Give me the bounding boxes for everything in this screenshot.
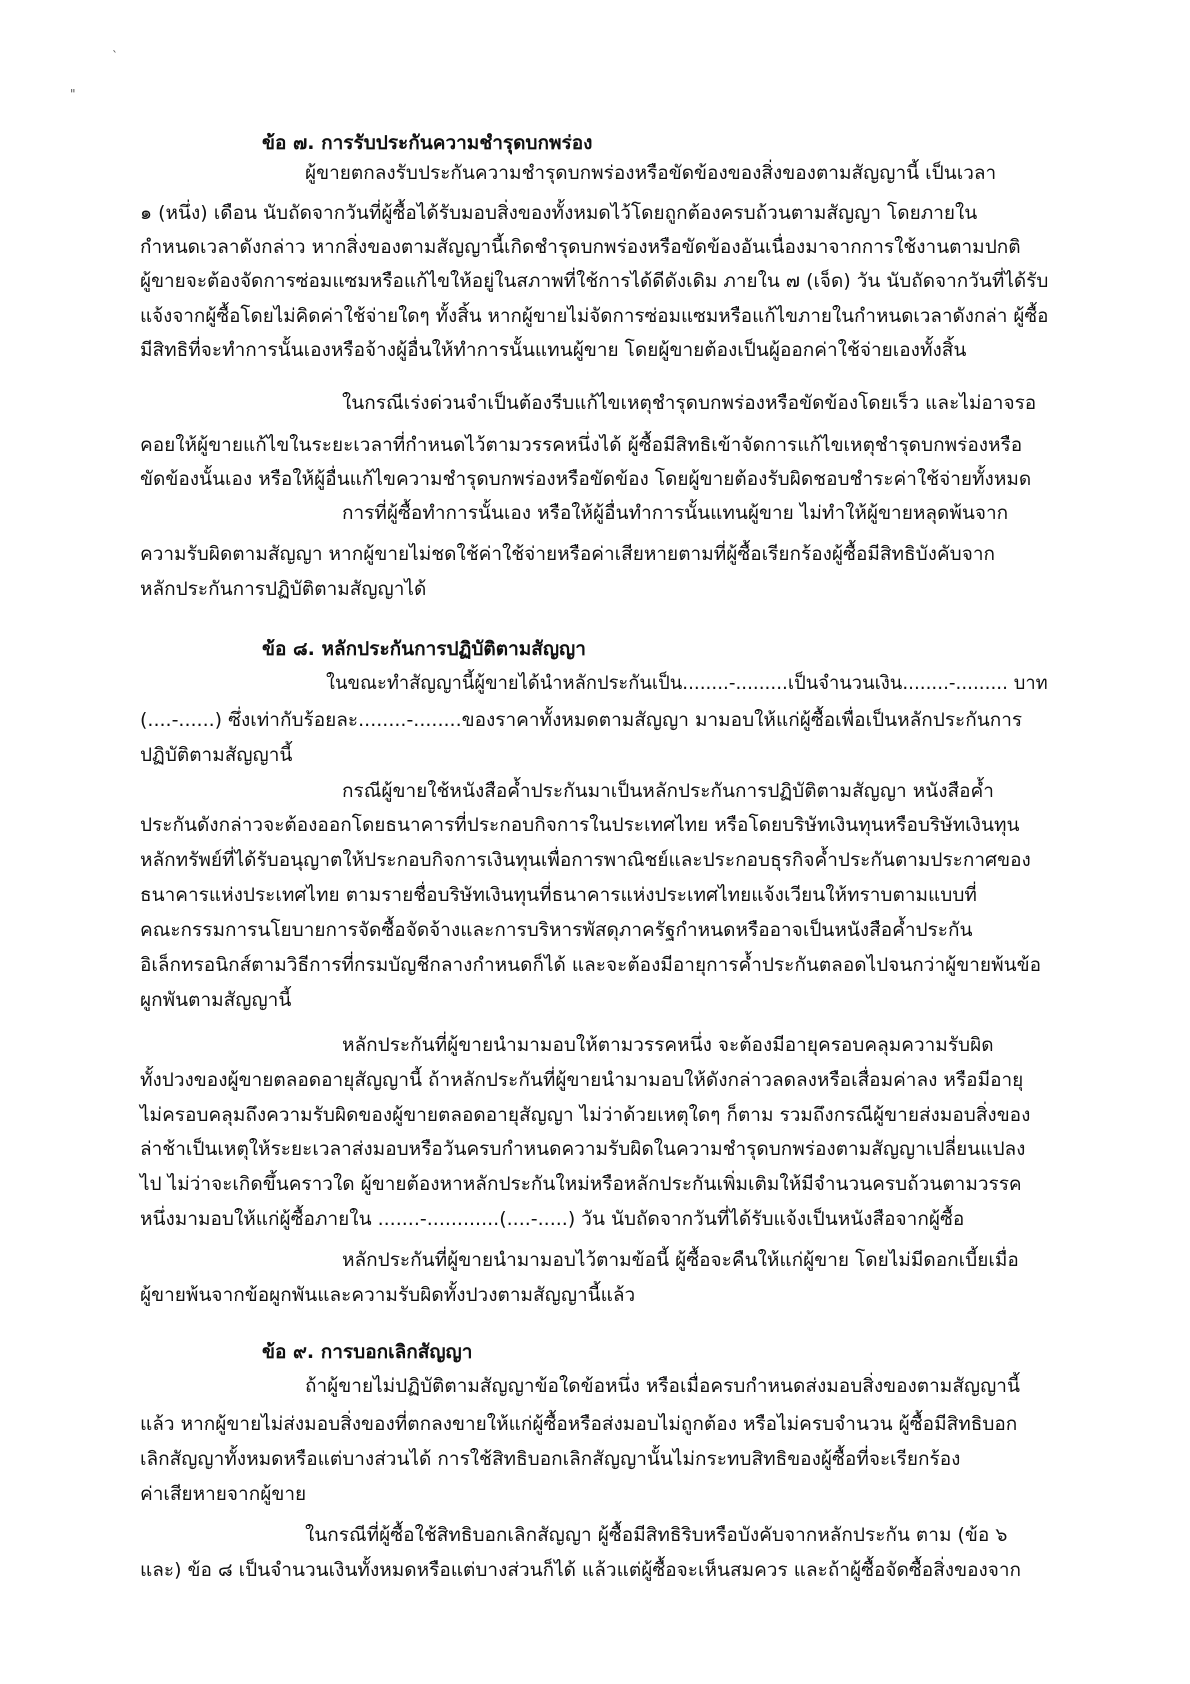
paragraph-line: เลิกสัญญาทั้งหมดหรือแต่บางส่วนได้ การใช้สิทธิบอกเลิกสัญญานั้นไม่กระทบสิทธิของผู้ซื้อที่จะเรียกร้อง <box>140 1448 961 1470</box>
paragraph-line: ประกันดังกล่าวจะต้องออกโดยธนาคารที่ประกอบกิจการในประเทศไทย หรือโดยบริษัทเงินทุนหรือบริษัทเงินทุน <box>140 814 1020 836</box>
paragraph-line: ผู้ขายพ้นจากข้อผูกพันและความรับผิดทั้งปวงตามสัญญานี้แล้ว <box>140 1284 636 1306</box>
paragraph-line: ในกรณีที่ผู้ซื้อใช้สิทธิบอกเลิกสัญญา ผู้ซื้อมีสิทธิริบหรือบังคับจากหลักประกัน ตาม (ข้อ ๖ <box>305 1524 1008 1546</box>
section-heading-9: ข้อ ๙. การบอกเลิกสัญญา <box>262 1341 473 1363</box>
paragraph-line: แล้ว หากผู้ขายไม่ส่งมอบสิ่งของที่ตกลงขายให้แก่ผู้ซื้อหรือส่งมอบไม่ถูกต้อง หรือไม่ครบจำนวน ผู้ซื้อมีสิทธิบอก <box>140 1413 1018 1435</box>
scan-speck: ` <box>112 49 118 63</box>
paragraph-line: ล่าช้าเป็นเหตุให้ระยะเวลาส่งมอบหรือวันครบกำหนดความรับผิดในความชำรุดบกพร่องตามสัญญาเปลี่ยนแปลง <box>140 1138 1026 1160</box>
paragraph-line: หลักทรัพย์ที่ได้รับอนุญาตให้ประกอบกิจการเงินทุนเพื่อการพาณิชย์และประกอบธุรกิจค้ำประกันตามประกาศของ <box>140 849 1031 871</box>
paragraph-line: ไม่ครอบคลุมถึงความรับผิดของผู้ขายตลอดอายุสัญญา ไม่ว่าด้วยเหตุใดๆ ก็ตาม รวมถึงกรณีผู้ขายส่งมอบสิ่งของ <box>140 1104 1031 1126</box>
paragraph-line: คณะกรรมการนโยบายการจัดซื้อจัดจ้างและการบริหารพัสดุภาครัฐกำหนดหรืออาจเป็นหนังสือค้ำประกัน <box>140 919 973 941</box>
paragraph-line: ค่าเสียหายจากผู้ขาย <box>140 1483 307 1505</box>
paragraph-line: กำหนดเวลาดังกล่าว หากสิ่งของตามสัญญานี้เกิดชำรุดบกพร่องหรือขัดข้องอันเนื่องมาจากการใช้งานตามปกติ <box>140 236 1021 258</box>
paragraph-line: ผู้ขายตกลงรับประกันความชำรุดบกพร่องหรือขัดข้องของสิ่งของตามสัญญานี้ เป็นเวลา <box>305 162 997 184</box>
paragraph-line: หลักประกันที่ผู้ขายนำมามอบให้ตามวรรคหนึ่ง จะต้องมีอายุครอบคลุมความรับผิด <box>342 1034 994 1056</box>
paragraph-line: ธนาคารแห่งประเทศไทย ตามรายชื่อบริษัทเงินทุนที่ธนาคารแห่งประเทศไทยแจ้งเวียนให้ทราบตามแบบที่ <box>140 884 977 906</box>
paragraph-line: ๑ (หนึ่ง) เดือน นับถัดจากวันที่ผู้ซื้อได้รับมอบสิ่งของทั้งหมดไว้โดยถูกต้องครบถ้วนตามสัญญา โดยภายใน <box>140 202 978 224</box>
paragraph-line: ทั้งปวงของผู้ขายตลอดอายุสัญญานี้ ถ้าหลักประกันที่ผู้ขายนำมามอบให้ดังกล่าวลดลงหรือเสื่อมค่าลง หรือมีอายุ <box>140 1069 1024 1091</box>
paragraph-line: และ) ข้อ ๘ เป็นจำนวนเงินทั้งหมดหรือแต่บางส่วนก็ได้ แล้วแต่ผู้ซื้อจะเห็นสมควร และถ้าผู้ซื้อจัดซื้อสิ่งของจาก <box>140 1559 1022 1581</box>
paragraph-line: ผู้ขายจะต้องจัดการซ่อมแซมหรือแก้ไขให้อยู่ในสภาพที่ใช้การได้ดีดังเดิม ภายใน ๗ (เจ็ด) วัน นับถัดจากวันที่ได้รับ <box>140 270 1049 292</box>
paragraph-line: ในกรณีเร่งด่วนจำเป็นต้องรีบแก้ไขเหตุชำรุดบกพร่องหรือขัดข้องโดยเร็ว และไม่อาจรอ <box>342 392 1037 414</box>
paragraph-line: ถ้าผู้ขายไม่ปฏิบัติตามสัญญาข้อใดข้อหนึ่ง หรือเมื่อครบกำหนดส่งมอบสิ่งของตามสัญญานี้ <box>305 1375 1020 1397</box>
paragraph-line: ความรับผิดตามสัญญา หากผู้ขายไม่ชดใช้ค่าใช้จ่ายหรือค่าเสียหายตามที่ผู้ซื้อเรียกร้องผู้ซื้อมีสิทธิบังคับจาก <box>140 543 996 565</box>
paragraph-line: หลักประกันการปฏิบัติตามสัญญาได้ <box>140 578 427 600</box>
paragraph-line: ไป ไม่ว่าจะเกิดขึ้นคราวใด ผู้ขายต้องหาหลักประกันใหม่หรือหลักประกันเพิ่มเติมให้มีจำนวนครบถ้วนตามวรรค <box>140 1173 1022 1195</box>
paragraph-line: แจ้งจากผู้ซื้อโดยไม่คิดค่าใช้จ่ายใดๆ ทั้งสิ้น หากผู้ขายไม่จัดการซ่อมแซมหรือแก้ไขภายในกำหนดเวลาดังกล่า ผู้ซื้อ <box>140 305 1049 327</box>
paragraph-line: อิเล็กทรอนิกส์ตามวิธีการที่กรมบัญชีกลางกำหนดก็ได้ และจะต้องมีอายุการค้ำประกันตลอดไปจนกว่าผู้ขายพ้นข้อ <box>140 954 1041 976</box>
section-heading-8: ข้อ ๘. หลักประกันการปฏิบัติตามสัญญา <box>262 638 586 660</box>
paragraph-line: หลักประกันที่ผู้ขายนำมามอบไว้ตามข้อนี้ ผู้ซื้อจะคืนให้แก่ผู้ขาย โดยไม่มีดอกเบี้ยเมื่อ <box>342 1249 1019 1271</box>
scan-speck: " <box>70 87 76 101</box>
paragraph-line: ในขณะทำสัญญานี้ผู้ขายได้นำหลักประกันเป็น........-.........เป็นจำนวนเงิน........-......... บาท <box>326 672 1048 694</box>
paragraph-line: การที่ผู้ซื้อทำการนั้นเอง หรือให้ผู้อื่นทำการนั้นแทนผู้ขาย ไม่ทำให้ผู้ขายหลุดพ้นจาก <box>342 502 1009 524</box>
paragraph-line: คอยให้ผู้ขายแก้ไขในระยะเวลาที่กำหนดไว้ตามวรรคหนึ่งได้ ผู้ซื้อมีสิทธิเข้าจัดการแก้ไขเหตุชำรุดบกพร่องหรือ <box>140 434 1023 456</box>
paragraph-line: ขัดข้องนั้นเอง หรือให้ผู้อื่นแก้ไขความชำรุดบกพร่องหรือขัดข้อง โดยผู้ขายต้องรับผิดชอบชำระค่าใช้จ่ายทั้งหมด <box>140 468 1032 490</box>
paragraph-line: (....-......) ซึ่งเท่ากับร้อยละ........-........ของราคาทั้งหมดตามสัญญา มามอบให้แก่ผู้ซื้อเพื่อเป็นหลักประกันการ <box>140 709 1023 731</box>
paragraph-line: กรณีผู้ขายใช้หนังสือค้ำประกันมาเป็นหลักประกันการปฏิบัติตามสัญญา หนังสือค้ำ <box>342 780 994 802</box>
paragraph-line: หนึ่งมามอบให้แก่ผู้ซื้อภายใน .......-............(....-.....) วัน นับถัดจากวันที่ได้รับแจ้งเป็นหนังสือจากผู้ซื้อ <box>140 1208 965 1230</box>
paragraph-line: มีสิทธิที่จะทำการนั้นเองหรือจ้างผู้อื่นให้ทำการนั้นแทนผู้ขาย โดยผู้ขายต้องเป็นผู้ออกค่าใช้จ่ายเองทั้งสิ้น <box>140 339 967 361</box>
section-heading-7: ข้อ ๗. การรับประกันความชำรุดบกพร่อง <box>262 132 593 154</box>
paragraph-line: ปฏิบัติตามสัญญานี้ <box>140 744 293 766</box>
paragraph-line: ผูกพันตามสัญญานี้ <box>140 989 292 1011</box>
